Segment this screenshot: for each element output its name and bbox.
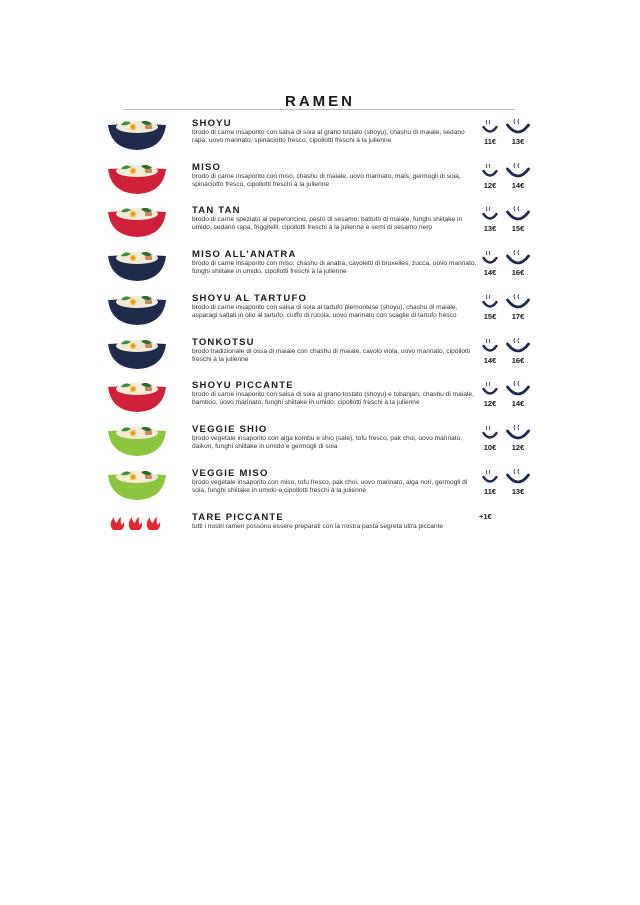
item-name: VEGGIE SHIO bbox=[192, 424, 268, 435]
item-name: MISO ALL’ANATRA bbox=[192, 249, 297, 260]
item-name: MISO bbox=[192, 162, 222, 173]
menu-item bbox=[0, 381, 640, 421]
ramen-bowl-icon bbox=[107, 250, 167, 282]
small-bowl-price bbox=[477, 469, 503, 496]
small-bowl-icon bbox=[482, 425, 498, 442]
small-bowl-icon bbox=[482, 206, 498, 223]
large-bowl-icon bbox=[506, 294, 530, 311]
price-large-value: 12€ bbox=[511, 443, 525, 452]
item-description: brodo vegetale insaporito con alga kombu e shio (sale), tofu fresco, pak choi, uovo marinato, daikon, funghi shiitake in umido e germogli di soia bbox=[192, 435, 463, 451]
small-bowl-icon bbox=[482, 250, 498, 267]
small-bowl-icon bbox=[482, 163, 498, 180]
large-bowl-icon bbox=[506, 425, 530, 442]
ramen-bowl-icon bbox=[107, 206, 167, 238]
price-large-value: 14€ bbox=[511, 399, 525, 408]
menu-item bbox=[0, 119, 640, 159]
price-large-value: 17€ bbox=[511, 312, 525, 321]
item-description: brodo di carne insaporito con miso, chashu di maiale, uovo marinato, mais, germogli di soia, spinaciotto fresco, cipollotti freschi à la julienne bbox=[192, 173, 461, 189]
large-bowl-price bbox=[505, 469, 531, 496]
ramen-bowl-icon bbox=[107, 163, 167, 195]
large-bowl-icon bbox=[506, 381, 530, 398]
ramen-bowl-icon bbox=[107, 425, 167, 457]
large-bowl-price bbox=[505, 250, 531, 277]
small-bowl-price bbox=[477, 163, 503, 190]
small-bowl-price bbox=[477, 425, 503, 452]
item-description: brodo di carne insaporito con salsa di soia al tartufo piemontese (shoyu), chashu di maiale, asparagi saltati in olio al tartufo, ciuffo di rucola, uovo marinato con scaglie di tartufo fresco bbox=[192, 304, 458, 320]
small-bowl-price bbox=[477, 250, 503, 277]
extra-name: TARE PICCANTE bbox=[192, 512, 284, 523]
item-description: brodo vegetale insaporito con miso, tofu fresco, pak choi, uovo marinato, alga nori, germogli di soia, funghi shiitake in umido e cipollotti freschi à la julienne bbox=[192, 479, 468, 495]
price-small-value: 12€ bbox=[483, 181, 497, 190]
small-bowl-price bbox=[477, 119, 503, 146]
price-small-value: 13€ bbox=[483, 224, 497, 233]
menu-item bbox=[0, 250, 640, 290]
ramen-bowl-icon bbox=[107, 119, 167, 151]
large-bowl-icon bbox=[506, 469, 530, 486]
price-small-value: 14€ bbox=[483, 268, 497, 277]
price-large-value: 15€ bbox=[511, 224, 525, 233]
price-large-value: 16€ bbox=[511, 356, 525, 365]
item-name: TONKOTSU bbox=[192, 337, 255, 348]
large-bowl-price bbox=[505, 206, 531, 233]
extra-item bbox=[0, 513, 640, 553]
large-bowl-icon bbox=[506, 250, 530, 267]
menu-item bbox=[0, 163, 640, 203]
item-description: brodo di carne insaporito con salsa di soia al grano tostato (shoyu), chashu di maiale, sedano rapa, uovo marinato, spinaciotto fresco, cipollotti freschi à la julienne bbox=[192, 129, 465, 145]
small-bowl-price bbox=[477, 294, 503, 321]
extra-description: tutti i nostri ramen possono essere preparati con la nostra pasta segreta ultra piccante bbox=[192, 523, 444, 530]
small-bowl-price bbox=[477, 206, 503, 233]
menu-title: RAMEN bbox=[285, 93, 355, 110]
price-small-value: 11€ bbox=[483, 487, 497, 496]
small-bowl-price bbox=[477, 338, 503, 365]
price-small-value: 15€ bbox=[483, 312, 497, 321]
large-bowl-icon bbox=[506, 163, 530, 180]
price-large-value: 13€ bbox=[511, 137, 525, 146]
large-bowl-icon bbox=[506, 338, 530, 355]
ramen-bowl-icon bbox=[107, 469, 167, 501]
ramen-bowl-icon bbox=[107, 381, 167, 413]
menu-item bbox=[0, 338, 640, 378]
menu-item bbox=[0, 469, 640, 509]
item-name: SHOYU PICCANTE bbox=[192, 380, 294, 391]
small-bowl-icon bbox=[482, 294, 498, 311]
item-description: brodo di carne speziato al peperoncino, pesto di sesamo, battuto di maiale, funghi shiitake in umido, sedano rapa, friggitelli, cipollotti freschi à la julienne e semi di sesamo nero bbox=[192, 216, 463, 232]
item-name: SHOYU AL TARTUFO bbox=[192, 293, 308, 304]
item-description: brodo di carne insaporito con miso, chashu di anatra, cavoletti di bruxelles, zucca, uovo marinato, funghi shiitake in umido, cipollotti freschi à la julienne bbox=[192, 260, 477, 276]
large-bowl-price bbox=[505, 294, 531, 321]
extra-price: +1€ bbox=[479, 512, 492, 521]
price-small-value: 12€ bbox=[483, 399, 497, 408]
item-description: brodo tradizionale di ossa di maiale con chashu di maiale, cavolo viola, uovo marinato, cipollotti freschi à la julienne bbox=[192, 348, 471, 364]
menu-item bbox=[0, 294, 640, 334]
price-large-value: 14€ bbox=[511, 181, 525, 190]
item-name: TAN TAN bbox=[192, 205, 241, 216]
large-bowl-price bbox=[505, 338, 531, 365]
item-name: VEGGIE MISO bbox=[192, 468, 269, 479]
price-small-value: 10€ bbox=[483, 443, 497, 452]
ramen-bowl-icon bbox=[107, 338, 167, 370]
price-large-value: 13€ bbox=[511, 487, 525, 496]
small-bowl-icon bbox=[482, 338, 498, 355]
ramen-bowl-icon bbox=[107, 294, 167, 326]
small-bowl-icon bbox=[482, 119, 498, 136]
menu-item bbox=[0, 425, 640, 465]
price-large-value: 16€ bbox=[511, 268, 525, 277]
large-bowl-icon bbox=[506, 206, 530, 223]
small-bowl-icon bbox=[482, 469, 498, 486]
title-divider bbox=[123, 109, 515, 110]
small-bowl-price bbox=[477, 381, 503, 408]
menu-item bbox=[0, 206, 640, 246]
small-bowl-icon bbox=[482, 381, 498, 398]
large-bowl-price bbox=[505, 119, 531, 146]
large-bowl-price bbox=[505, 381, 531, 408]
large-bowl-price bbox=[505, 425, 531, 452]
large-bowl-icon bbox=[506, 119, 530, 136]
price-small-value: 14€ bbox=[483, 356, 497, 365]
item-description: brodo di carne insaporito con salsa di soia al grano tostato (shoyu) e tobanjan, chashu di maiale, bamboo, uovo marinato, funghi shiitake in umido, cipollotti freschi à la julienne bbox=[192, 391, 474, 407]
large-bowl-price bbox=[505, 163, 531, 190]
item-name: SHOYU bbox=[192, 118, 232, 129]
price-small-value: 11€ bbox=[483, 137, 497, 146]
flame-icon bbox=[107, 512, 167, 532]
